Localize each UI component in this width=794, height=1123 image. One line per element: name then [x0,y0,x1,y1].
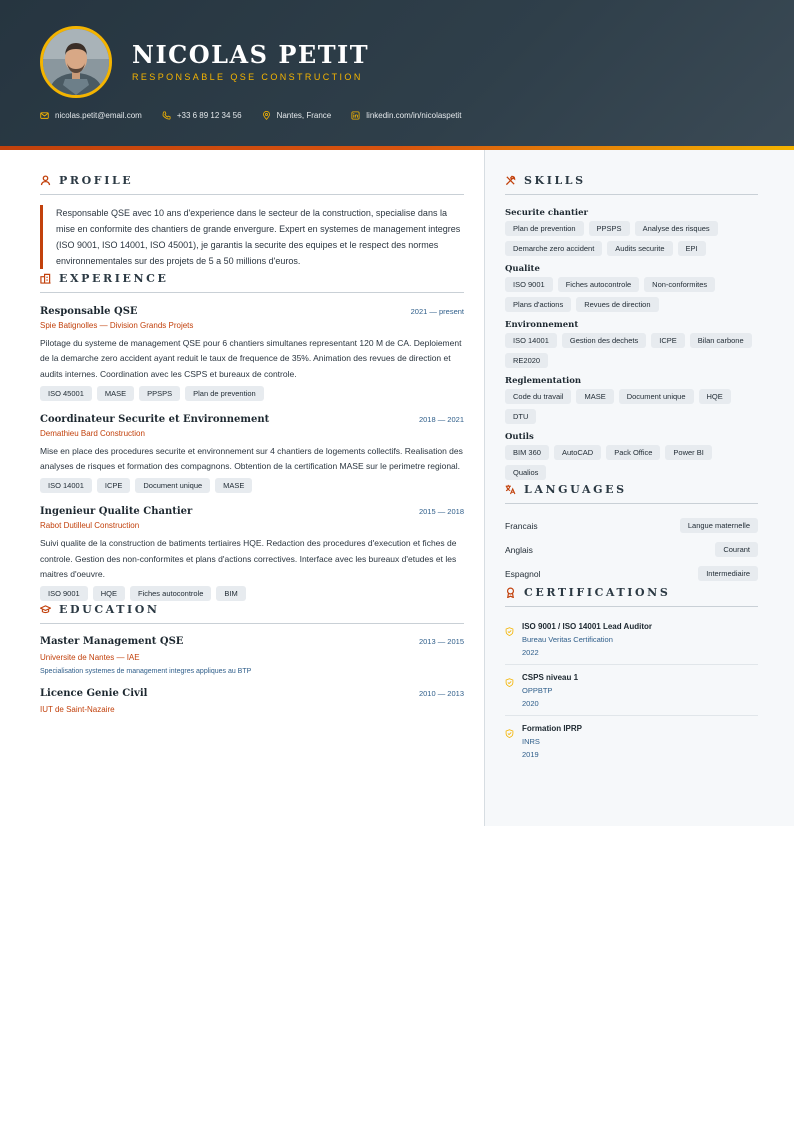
shield-check-icon [505,678,514,687]
job-dates: 2018 — 2021 [418,414,464,424]
experience-heading [40,272,464,293]
job-tags [40,586,464,601]
job-tag: ISO 45001 [40,386,92,401]
degree-name: Master Management QSE [40,636,184,648]
languages-section [505,483,758,582]
job-tag: ISO 14001 [40,478,92,493]
skill-tag: Plans d'actions [505,297,571,312]
job-description: Pilotage du systeme de management QSE pour 6 chantiers simultanes representant 120 M de CA. Deploiement de la demarche zero accident ayant reduit le taux de frequence de 35%. Animation des revues de direction et audits internes. Coordination avec les CSPS et bureaux de controle. [40,338,462,379]
skill-tag: ISO 9001 [505,277,553,292]
skill-tag: Code du travail [505,389,571,404]
skill-group-name: Environnement [505,320,579,330]
experience-section [40,272,464,601]
job-role: Coordinateur Securite et Environnement [40,413,270,425]
certification-entry [505,716,758,766]
certification-year: 2019 [522,750,539,759]
skill-group-name: Qualite [505,264,540,274]
education-detail: Specialisation systemes de management integres appliques au BTP [40,668,252,676]
header [0,0,794,146]
language-name: Francais [505,520,538,531]
contact-location-text: Nantes, France [276,111,332,120]
language-name: Anglais [505,544,533,555]
main-column [40,150,464,714]
education-heading [40,603,464,624]
certifications-section [505,586,758,766]
skill-tag: Revues de direction [576,297,658,312]
job-tag: PPSPS [139,386,180,401]
job-tags [40,478,464,493]
education-entry [40,636,464,675]
language-level: Intermediaire [698,566,758,581]
certification-list [505,614,758,766]
certification-entry [505,614,758,665]
language-row [505,517,758,534]
skill-group-name: Outils [505,432,534,442]
skill-tag: PPSPS [589,221,630,236]
job-description: Suivi qualite de la construction de batiments tertiaires HQE. Redaction des procedures d'execution et fiches de controle. Gestion des non-conformites et plans d'actions correctives. Interface avec les bureaux d'etudes et les maitres d'oeuvre. [40,538,457,580]
job-tag: MASE [215,478,252,493]
location-pin-icon [262,111,271,120]
certification-title: ISO 9001 / ISO 14001 Lead Auditor [522,622,652,631]
translate-icon [505,484,516,495]
language-list [505,517,758,582]
contact-phone[interactable] [162,111,242,120]
skill-tag: ISO 14001 [505,333,557,348]
language-name: Espagnol [505,568,541,579]
job-tag: Fiches autocontrole [130,586,211,601]
skill-tag: Gestion des dechets [562,333,646,348]
job-tag: MASE [97,386,134,401]
skill-group [505,208,758,256]
skill-tag: Document unique [619,389,694,404]
certification-year: 2022 [522,648,539,657]
profile-photo [43,29,109,95]
skill-tag: MASE [576,389,613,404]
profile-summary: Responsable QSE avec 10 ans d'experience dans le secteur de la construction, specialise dans la mise en conformite des chantiers de grande envergure. Expert en systemes de management integres (ISO 9001, ISO 14001, ISO 45001), je garantis la securite des equipes et le respect des normes environnementales sur des projets de 5 a 50 millions d'euros. [40,205,464,269]
skill-tag: Demarche zero accident [505,241,602,256]
skill-tag: Non-conformites [644,277,715,292]
skill-tag: RE2020 [505,353,548,368]
skill-group [505,320,758,368]
contact-location [262,111,332,120]
contact-phone-text: +33 6 89 12 34 56 [176,111,242,120]
education-dates: 2013 — 2015 [418,637,464,647]
skill-tag: Power BI [665,445,711,460]
languages-title: LANGUAGES [524,483,627,496]
shield-check-icon [505,627,514,636]
contact-email-text: nicolas.petit@email.com [55,111,142,120]
avatar [40,26,112,98]
mail-icon [40,111,49,120]
job-description: Mise en place des procedures securite et environnement sur 4 chantiers de logements collectifs. Realisation des analyses de risques et formation des compagnons. Obtention de la certification MASE sur le perimetre regional. [40,445,463,472]
languages-heading [505,483,758,504]
graduation-cap-icon [40,604,51,615]
certification-title: Formation IPRP [522,724,583,733]
job-dates: 2021 — present [410,307,464,316]
job-tags [40,386,464,401]
skill-tag: AutoCAD [554,445,601,460]
job-dates: 2015 — 2018 [418,507,464,517]
skill-tag: Audits securite [607,241,672,256]
degree-name: Licence Genie Civil [40,688,148,700]
candidate-name: NICOLAS PETIT [132,40,370,69]
certifications-title: CERTIFICATIONS [524,586,671,599]
shield-check-icon [505,729,514,738]
education-section [40,603,464,714]
certification-org: OPPBTP [522,686,553,695]
skill-tag: HQE [699,389,731,404]
skill-tag: BIM 360 [505,445,549,460]
job-company: Spie Batignolles — Division Grands Projets [40,321,194,330]
job-company: Rabot Dutilleul Construction [40,521,140,531]
education-dates: 2010 — 2013 [418,689,464,699]
education-title: EDUCATION [59,603,160,617]
candidate-title: RESPONSABLE QSE CONSTRUCTION [132,72,363,82]
profile-title: PROFILE [59,174,134,187]
education-entry [40,688,464,714]
contact-email[interactable] [40,111,142,120]
language-row [505,541,758,558]
skill-tag: Fiches autocontrole [558,277,639,292]
linkedin-icon [351,111,360,120]
job-entry [40,414,464,494]
job-entry [40,506,464,601]
skills-heading [505,174,758,195]
job-tag: Plan de prevention [185,386,264,401]
skill-groups [505,208,758,480]
phone-icon [162,111,171,120]
contact-linkedin[interactable] [351,111,461,120]
certification-org: Bureau Veritas Certification [522,635,613,644]
certification-title: CSPS niveau 1 [522,673,579,682]
job-role: Responsable QSE [40,306,138,317]
experience-title: EXPERIENCE [59,272,169,285]
school-name: IUT de Saint-Nazaire [40,705,115,715]
building-icon [40,273,51,284]
certification-year: 2020 [522,699,539,708]
skill-tag: ICPE [651,333,685,348]
skill-tag: Qualios [505,465,546,480]
skill-tag: Plan de prevention [505,221,584,236]
job-entry [40,306,464,401]
skill-tag: Pack Office [606,445,660,460]
profile-section [40,174,464,269]
contact-list [40,111,461,120]
certification-org: INRS [522,737,540,746]
skill-group-name: Securite chantier [505,208,588,218]
skill-group [505,376,758,424]
skills-section [505,174,758,480]
person-icon [40,175,51,186]
skill-tag: Analyse des risques [635,221,718,236]
skill-group [505,432,758,480]
skill-tag: DTU [505,409,536,424]
award-icon [505,587,516,598]
skill-group [505,264,758,312]
language-level: Courant [715,542,758,557]
language-row [505,565,758,582]
job-tag: BIM [216,586,245,601]
job-company: Demathieu Bard Construction [40,428,145,438]
sidebar-column [505,150,758,766]
job-tag: HQE [93,586,125,601]
certifications-heading [505,586,758,607]
job-tag: ISO 9001 [40,586,88,601]
skills-title: SKILLS [524,174,586,187]
profile-heading [40,174,464,195]
contact-linkedin-text: linkedin.com/in/nicolaspetit [366,111,462,120]
skill-tag: Bilan carbone [690,333,752,348]
job-tag: ICPE [97,478,131,493]
job-tag: Document unique [135,478,210,493]
job-role: Ingenieur Qualite Chantier [40,506,193,518]
skill-tag: EPI [678,241,706,256]
tools-icon [505,175,516,186]
school-name: Universite de Nantes — IAE [40,653,140,663]
language-level: Langue maternelle [680,518,758,533]
certification-entry [505,665,758,716]
skill-group-name: Reglementation [505,376,582,386]
